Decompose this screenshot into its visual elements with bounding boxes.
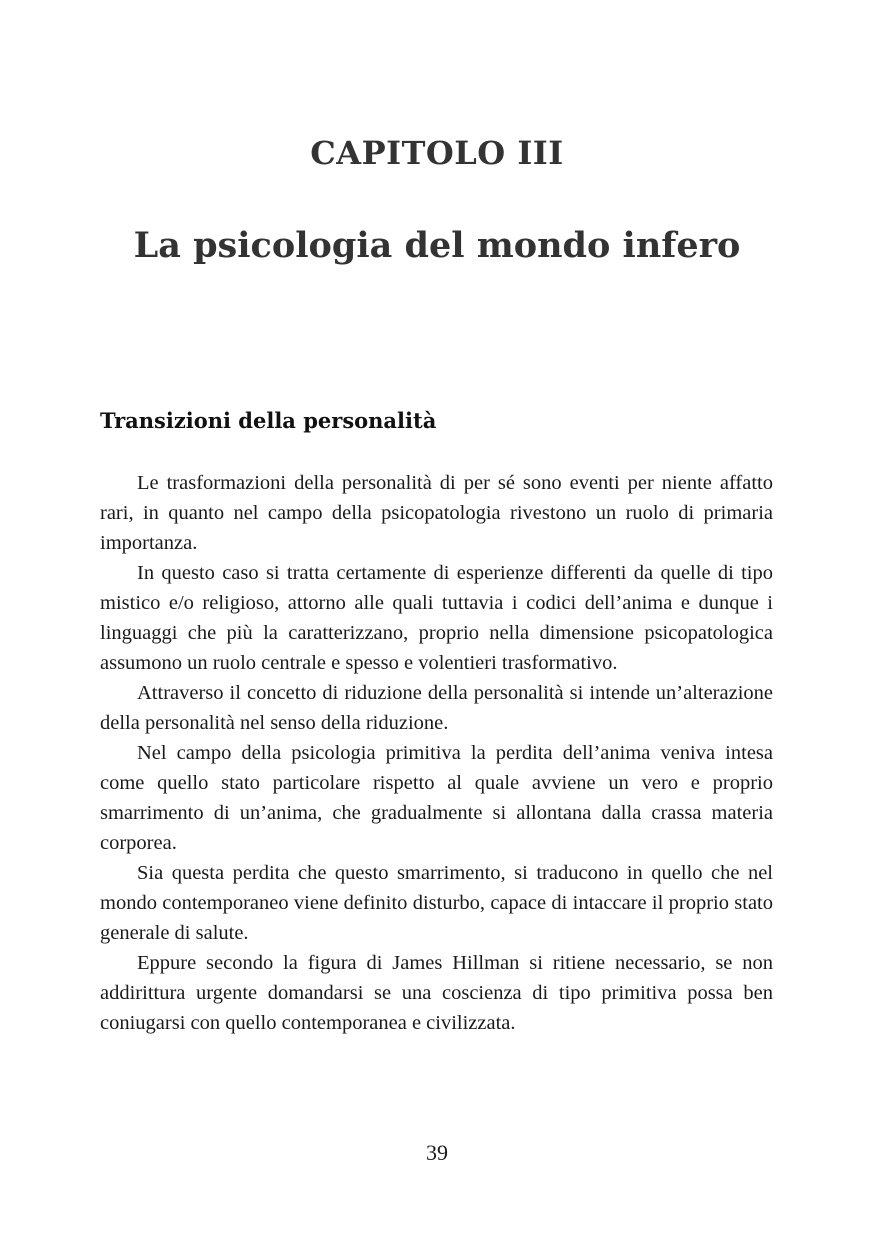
section-heading: Transizioni della personalità <box>100 408 437 433</box>
chapter-title: La psicologia del mondo infero <box>133 225 741 266</box>
paragraph: Le trasformazioni della personalità di per sé sono eventi per niente affatto rari, in quanto nel campo della psicopatologia rivestono un ruolo di primaria importanza. <box>100 472 773 554</box>
paragraph: Sia questa perdita che questo smarrimento, si traducono in quello che nel mondo contemporaneo viene definito disturbo, capace di intaccare il proprio stato generale di salute. <box>100 862 773 944</box>
page-number: 39 <box>426 1140 448 1165</box>
paragraph: Eppure secondo la figura di James Hillman si ritiene necessario, se non addirittura urgente domandarsi se una coscienza di tipo primitiva possa ben coniugarsi con quello contemporanea e civilizzata. <box>100 952 773 1034</box>
body-text <box>100 468 773 1038</box>
paragraph: Nel campo della psicologia primitiva la perdita dell’anima veniva intesa come quello stato particolare rispetto al quale avviene un vero e proprio smarrimento di un’anima, che gradualmente si allontana dalla crassa materia corporea. <box>100 742 773 854</box>
chapter-label: CAPITOLO III <box>310 134 564 172</box>
paragraph: In questo caso si tratta certamente di esperienze differenti da quelle di tipo mistico e/o religioso, attorno alle quali tuttavia i codici dell’anima e dunque i linguaggi che più la caratterizzano, proprio nella dimensione psicopatologica assumono un ruolo centrale e spesso e volentieri trasformativo. <box>100 562 773 674</box>
paragraph: Attraverso il concetto di riduzione della personalità si intende un’alterazione della personalità nel senso della riduzione. <box>100 682 773 734</box>
